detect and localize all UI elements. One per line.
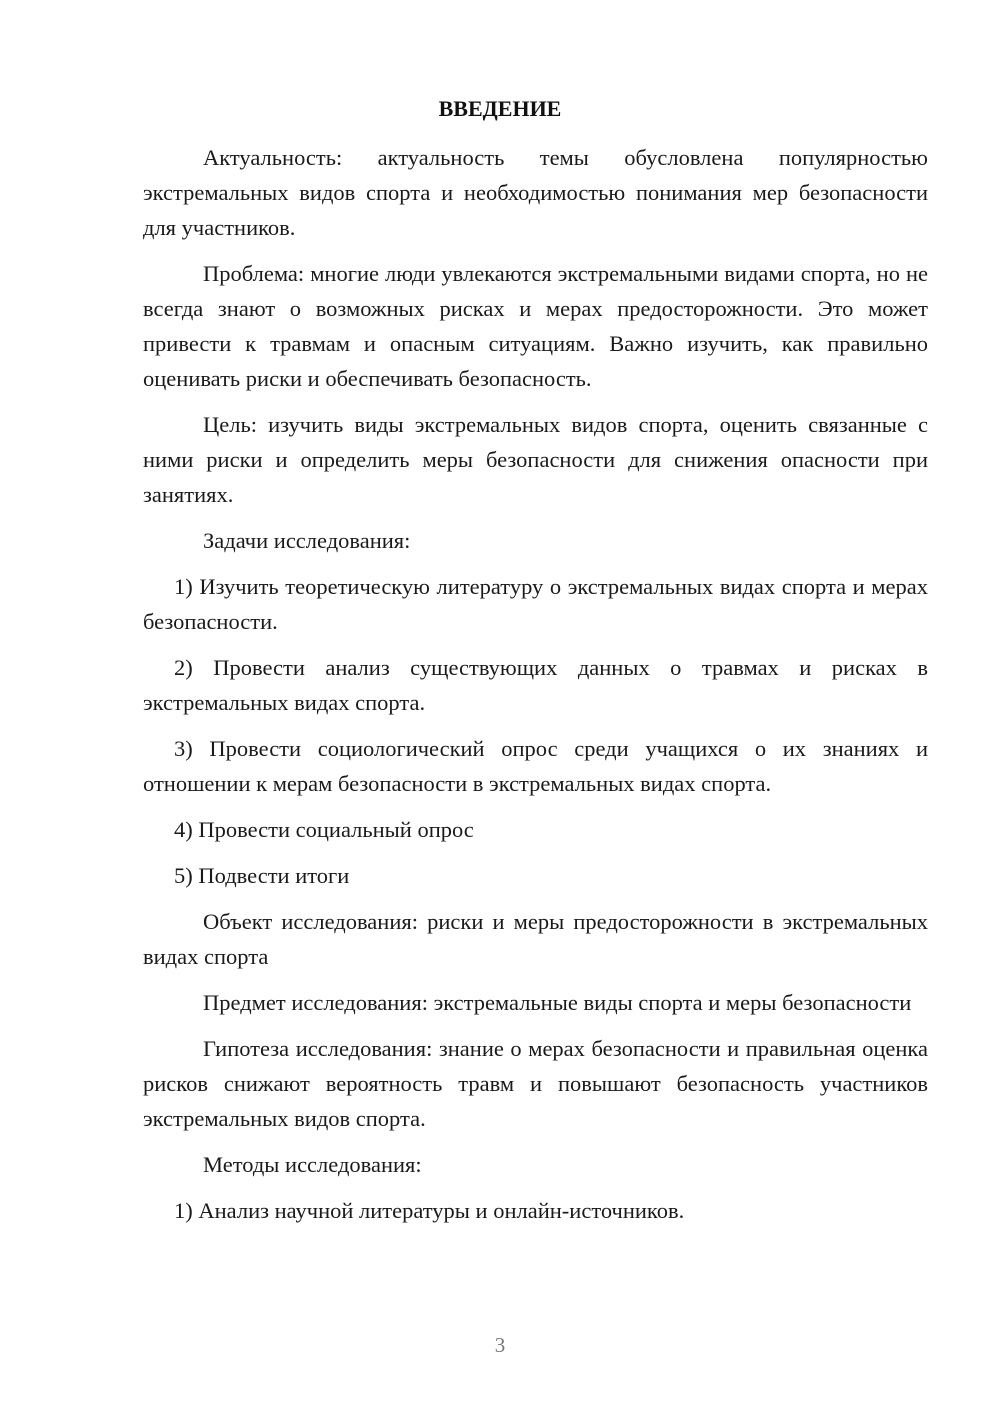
methods-heading: Методы исследования: bbox=[203, 1152, 422, 1177]
paragraph-subject: Предмет исследования: экстремальные виды спорта и меры безопасности bbox=[203, 990, 912, 1015]
task-item-1: 1) Изучить теоретическую литературу о экстремальных видах спорта и мерах безопасности. bbox=[143, 574, 928, 634]
paragraph-hypothesis: Гипотеза исследования: знание о мерах безопасности и правильная оценка рисков снижают вероятность травм и повышают безопасность участников экстремальных видов спорта. bbox=[143, 1036, 928, 1131]
paragraph-problem: Проблема: многие люди увлекаются экстремальными видами спорта, но не всегда знают о возможных рисках и мерах предосторожности. Это может привести к травмам и опасным ситуациям. Важно изучить, как правильно оценивать риски и обеспечивать безопасность. bbox=[143, 261, 928, 391]
task-item-4: 4) Провести социальный опрос bbox=[174, 817, 474, 842]
paragraph-object: Объект исследования: риски и меры предосторожности в экстремальных видах спорта bbox=[143, 909, 928, 969]
section-title: ВВЕДЕНИЕ bbox=[438, 96, 562, 121]
paragraph-goal: Цель: изучить виды экстремальных видов спорта, оценить связанные с ними риски и определить меры безопасности для снижения опасности при занятиях. bbox=[143, 412, 928, 507]
task-item-5: 5) Подвести итоги bbox=[174, 863, 350, 888]
task-item-3: 3) Провести социологический опрос среди учащихся о их знаниях и отношении к мерам безопасности в экстремальных видах спорта. bbox=[143, 736, 928, 796]
paragraph-relevance: Актуальность: актуальность темы обусловлена популярностью экстремальных видов спорта и необходимостью понимания мер безопасности для участников. bbox=[143, 145, 928, 240]
document-body bbox=[143, 140, 928, 1228]
page-number: 3 bbox=[494, 1333, 506, 1357]
tasks-heading: Задачи исследования: bbox=[203, 528, 411, 553]
method-item-1: 1) Анализ научной литературы и онлайн-источников. bbox=[174, 1198, 685, 1223]
task-item-2: 2) Провести анализ существующих данных о травмах и рисках в экстремальных видах спорта. bbox=[143, 655, 928, 715]
